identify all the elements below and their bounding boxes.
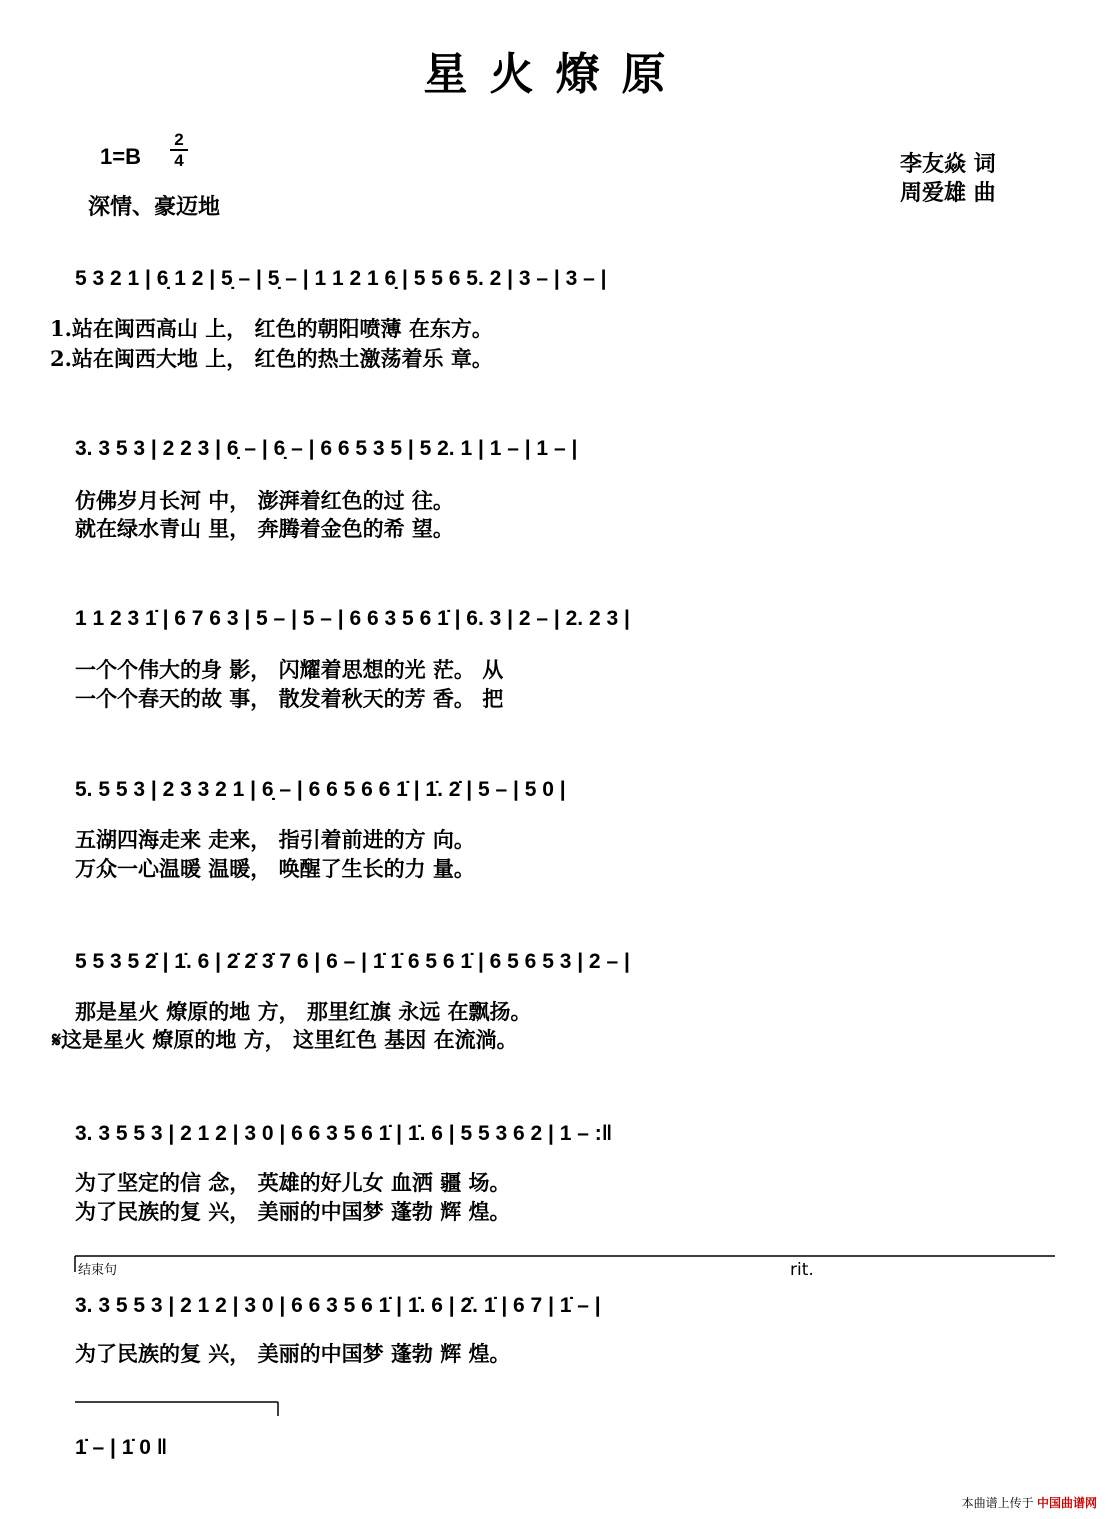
- time-signature-bottom: 4: [170, 149, 188, 170]
- melody-line-6: 3. 3 5 5 3 | 2 1 2 | 3 0 | 6 6 3 5 6 1̇ | 1̇. 6 | 5 5 3 6 2 | 1 – :‖: [75, 1122, 613, 1145]
- lyric-line-7: 为了民族的复 兴， 美丽的中国梦 蓬勃 辉 煌。: [75, 1341, 511, 1366]
- melody-line-8: 1̇ – | 1̇ 0 ‖: [75, 1436, 168, 1459]
- lyric-line-3-verse-1: 一个个伟大的身 影， 闪耀着思想的光 茫。 从: [75, 657, 504, 682]
- site-logo-text[interactable]: 中国曲谱网: [1036, 1496, 1097, 1510]
- upload-footer: [962, 1494, 1097, 1511]
- lyric-line-3-verse-2: 一个个春天的故 事， 散发着秋天的芳 香。 把: [75, 686, 504, 711]
- lyricist-credit: 李友焱 词: [900, 151, 996, 177]
- ending-label: 结束句: [78, 1262, 118, 1277]
- lyric-line-5-verse-1: 那是星火 燎原的地 方， 那里红旗 永远 在飘扬。: [75, 999, 532, 1024]
- tempo-marking: 深情、豪迈地: [88, 194, 221, 220]
- melody-line-3: 1 1 2 3 1̇ | 6 7 6 3 | 5 – | 5 – | 6 6 3 5 6 1̇ | 6. 3 | 2 – | 2. 2 3 |: [75, 607, 630, 630]
- melody-line-4: 5. 5 5 3 | 2 3 3 2 1 | 6̣ – | 6 6 5 6 6 1̇ | 1̇. 2̇ | 5 – | 5 0 |: [75, 778, 566, 801]
- melody-line-2: 3. 3 5 3 | 2 2 3 | 6̣ – | 6̣ – | 6 6 5 3 5 | 5 2. 1 | 1 – | 1 – |: [75, 437, 578, 460]
- lyric-line-4-verse-2: 万众一心温暖 温暖， 唤醒了生长的力 量。: [75, 856, 475, 881]
- melody-line-7: 3. 3 5 5 3 | 2 1 2 | 3 0 | 6 6 3 5 6 1̇ | 1̇. 6 | 2̇. 1̇ | 6 7 | 1̇ – |: [75, 1294, 601, 1317]
- lyric-line-6-verse-2: 为了民族的复 兴， 美丽的中国梦 蓬勃 辉 煌。: [75, 1199, 511, 1224]
- melody-line-5: 5 5 3 5 2̇ | 1̇. 6 | 2̇ 2̇ 3̇ 7 6 | 6 – | 1̇ 1̇ 6 5 6 1̇ | 6 5 6 5 3 | 2 – |: [75, 950, 630, 973]
- key-signature: 1=B: [100, 144, 141, 169]
- lyric-line-1-verse-1: 1.站在闽西高山 上， 红色的朝阳喷薄 在东方。: [50, 316, 493, 341]
- lyric-line-2-verse-2: 就在绿水青山 里， 奔腾着金色的希 望。: [75, 516, 454, 541]
- composer-credit: 周爱雄 曲: [900, 180, 996, 206]
- lyric-line-4-verse-1: 五湖四海走来 走来， 指引着前进的方 向。: [75, 827, 475, 852]
- lyric-line-6-verse-1: 为了坚定的信 念， 英雄的好儿女 血洒 疆 场。: [75, 1170, 511, 1195]
- lyric-line-1-verse-2: 2.站在闽西大地 上， 红色的热土激荡着乐 章。: [50, 346, 493, 371]
- lyric-line-5-verse-2: 𝄋这是星火 燎原的地 方， 这里红色 基因 在流淌。: [52, 1027, 518, 1052]
- lyric-line-2-verse-1: 仿佛岁月长河 中， 澎湃着红色的过 往。: [75, 488, 454, 513]
- rit-marking: rit.: [790, 1260, 814, 1280]
- time-signature-top: 2: [174, 130, 184, 149]
- melody-line-1: 5 3 2 1 | 6̣ 1 2 | 5̣ – | 5̣ – | 1 1 2 1 6̣ | 5 5 6 5. 2 | 3 – | 3 – |: [75, 267, 607, 290]
- upload-footer-text: 本曲谱上传于: [961, 1496, 1034, 1510]
- score-title: 星火燎原: [423, 49, 688, 100]
